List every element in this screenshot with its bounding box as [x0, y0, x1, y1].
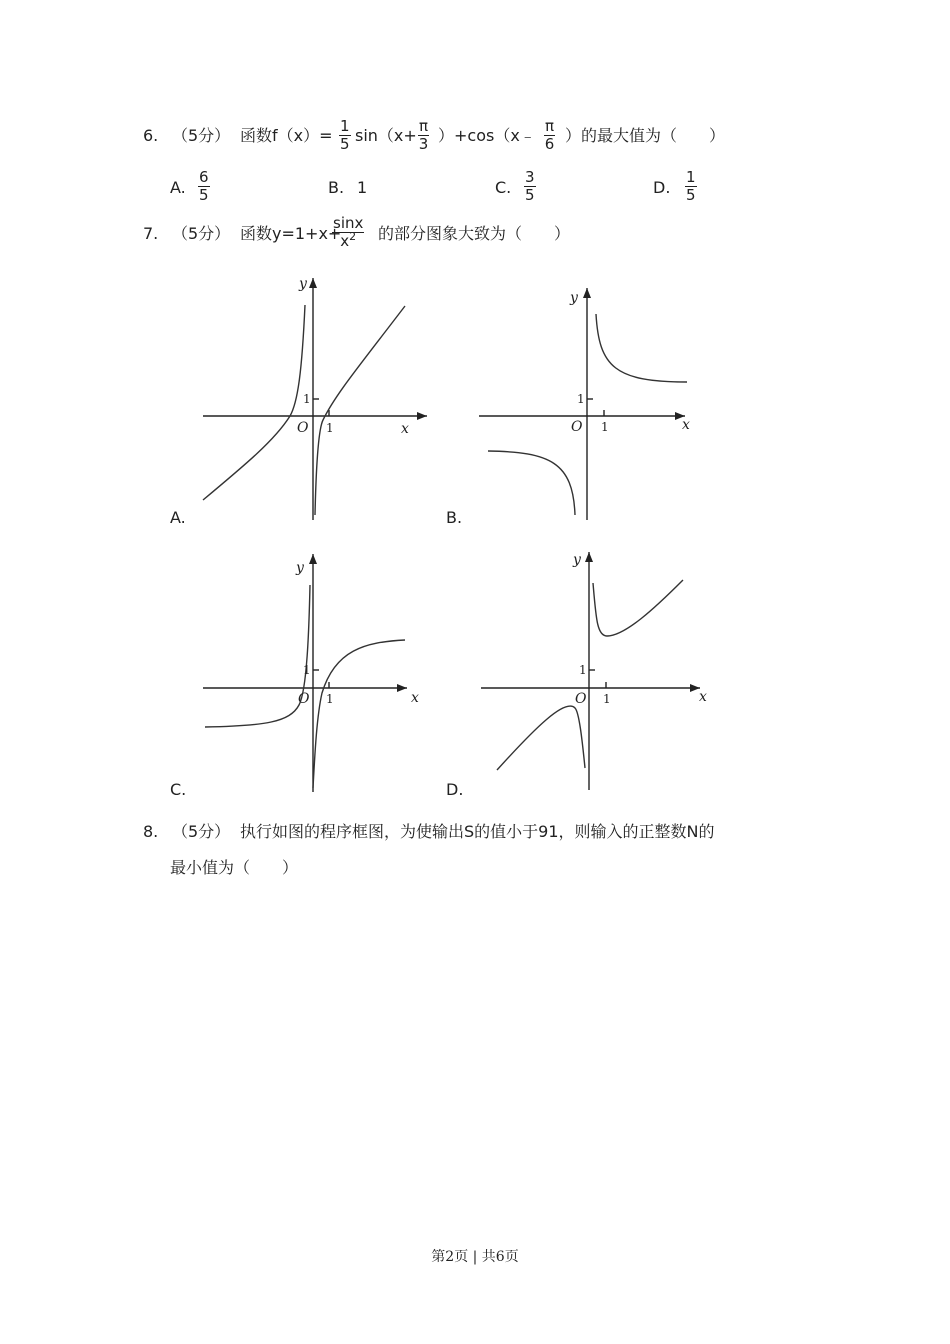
- graph-c-origin: O: [298, 691, 310, 707]
- graph-d-tick-y-label: 1: [579, 663, 587, 677]
- graph-c-x-arrow: [397, 684, 407, 692]
- q6-fraction-3-num: π: [545, 117, 555, 135]
- q6-fraction-1-den: 5: [340, 135, 350, 153]
- q6-option-c-fraction: [524, 169, 536, 204]
- graph-c-tick-x-label: 1: [326, 692, 334, 706]
- q6-option-c-num: 3: [525, 168, 535, 186]
- graph-c-curve-right: [313, 640, 405, 788]
- q6-option-b-value: 1: [357, 178, 368, 197]
- q6-option-a-num: 6: [199, 168, 209, 186]
- q6-option-d-den: 5: [686, 186, 696, 204]
- graph-c-x-label: x: [411, 690, 419, 706]
- q8-line-1: 执行如图的程序框图，为使输出S的值小于91，则输入的正整数N的: [240, 822, 715, 841]
- graph-c-option: C.: [170, 780, 187, 799]
- q6-option-b-label: B.: [328, 178, 345, 197]
- graph-b-option: B.: [446, 508, 463, 527]
- q6-option-a-label: A.: [170, 178, 186, 197]
- graph-a-curve-left: [203, 305, 305, 500]
- graph-a-curve-right: [315, 306, 405, 515]
- q6-option-a-fraction: [198, 169, 210, 204]
- q6-option-c-den: 5: [525, 186, 535, 204]
- graph-d: [475, 548, 715, 798]
- page-footer: 第2页 | 共6页: [431, 1249, 519, 1265]
- graph-c-curve-left: [205, 585, 310, 727]
- graph-d-y-label: y: [573, 552, 581, 568]
- q7-fraction: [332, 215, 364, 251]
- q6-fraction-2: [418, 118, 429, 153]
- q7-fraction-den-base: x: [340, 232, 350, 250]
- graph-b-x-label: x: [682, 417, 690, 433]
- q6-stem-a: 函数f（x）=: [240, 126, 333, 145]
- graph-c: [195, 550, 435, 795]
- graph-c-y-arrow: [309, 554, 317, 564]
- graph-a-origin: O: [297, 420, 309, 436]
- q6-fraction-1: [339, 118, 351, 153]
- graph-d-curve-right: [593, 580, 683, 636]
- q6-option-d-label: D.: [653, 178, 671, 197]
- q6-score: （5分）: [172, 126, 231, 145]
- graph-b: [475, 282, 715, 527]
- q8-score: （5分）: [172, 822, 231, 841]
- q6-stem-d: ）的最大值为（ ）: [565, 126, 726, 145]
- graph-b-y-arrow: [583, 288, 591, 298]
- q6-fraction-1-num: 1: [340, 117, 350, 135]
- q6-fraction-2-num: π: [419, 117, 429, 135]
- q6-number: 6.: [143, 126, 159, 145]
- q7-number: 7.: [143, 224, 159, 243]
- q7-score: （5分）: [172, 224, 231, 243]
- q8-number: 8.: [143, 822, 159, 841]
- graph-d-curve-left: [497, 706, 585, 770]
- graph-b-tick-x-label: 1: [601, 420, 609, 434]
- graph-d-origin: O: [575, 691, 587, 707]
- graph-d-x-label: x: [699, 689, 707, 705]
- q6-option-d-num: 1: [686, 168, 696, 186]
- q6-fraction-2-den: 3: [418, 135, 429, 153]
- graph-d-y-arrow: [585, 552, 593, 562]
- graph-a-tick-y-label: 1: [303, 392, 311, 406]
- graph-a-option: A.: [170, 508, 186, 527]
- q6-option-a-den: 5: [199, 186, 209, 204]
- graph-a-x-arrow: [417, 412, 427, 420]
- graph-d-option: D.: [446, 780, 464, 799]
- graph-b-curve-left: [488, 451, 575, 515]
- graph-d-tick-x-label: 1: [603, 692, 611, 706]
- q7-fraction-num: sinx: [333, 214, 364, 232]
- graph-a: [195, 270, 435, 525]
- graph-b-curve-right: [596, 314, 687, 382]
- graph-a-x-label: x: [401, 421, 409, 437]
- q6-option-c-label: C.: [495, 178, 512, 197]
- q7-fraction-den: [340, 230, 357, 251]
- q6-fraction-3: [544, 118, 555, 153]
- graph-b-origin: O: [571, 419, 583, 435]
- q7-stem-a: 函数y=1+x+: [240, 224, 342, 243]
- graph-c-y-label: y: [296, 560, 304, 576]
- q7-stem-b: 的部分图象大致为（ ）: [378, 224, 571, 243]
- q6-stem-b: sin（x+: [355, 126, 417, 145]
- graph-c-tick-y-label: 1: [303, 663, 311, 677]
- graph-a-y-label: y: [299, 276, 307, 292]
- q7-fraction-den-exp: 2: [349, 230, 357, 243]
- q6-option-d-fraction: [685, 169, 697, 204]
- q6-fraction-3-den: 6: [544, 135, 555, 153]
- graph-b-y-label: y: [570, 290, 578, 306]
- graph-a-y-arrow: [309, 278, 317, 288]
- q6-stem-c: ）+cos（x﹣: [438, 126, 536, 145]
- graph-b-tick-y-label: 1: [577, 392, 585, 406]
- q8-line-2: 最小值为（ ）: [170, 858, 299, 877]
- graph-a-tick-x-label: 1: [326, 421, 334, 435]
